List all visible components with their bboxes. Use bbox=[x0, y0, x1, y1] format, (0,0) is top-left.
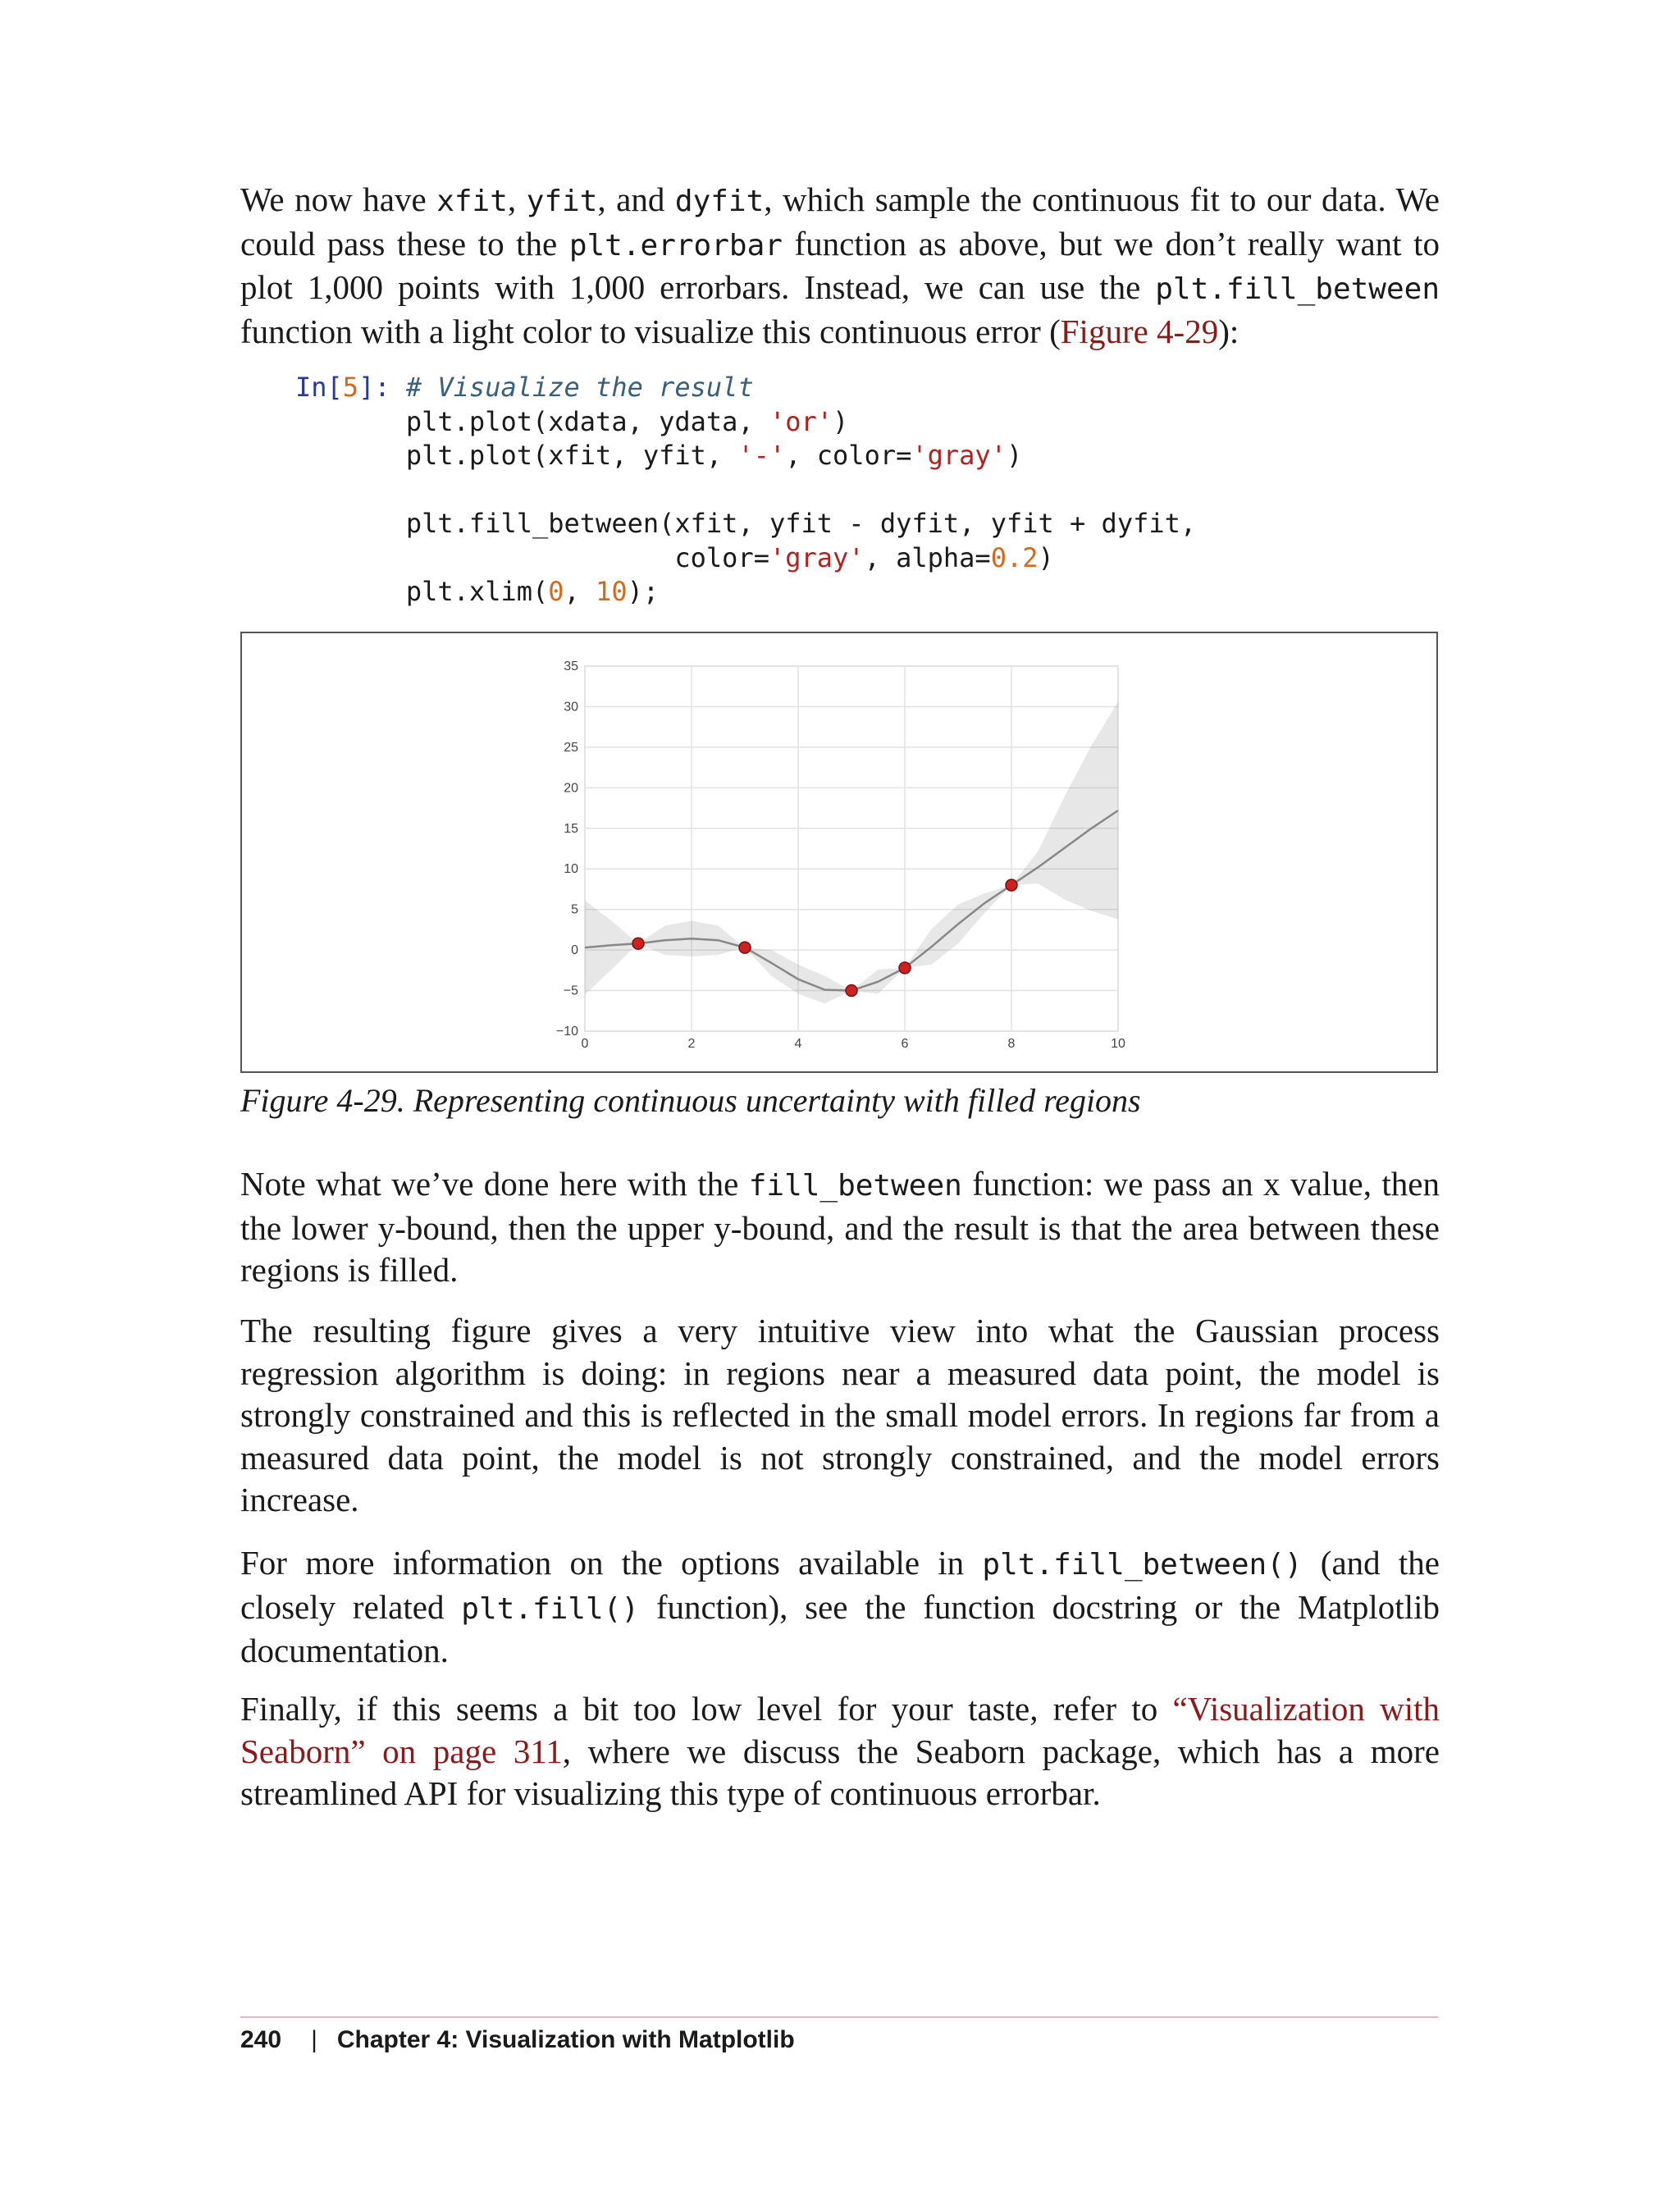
code-string: 'or' bbox=[769, 405, 833, 437]
text: , where we discuss the Seaborn package, which has a more streamlined API for visualizing this type of continuous errorbar. bbox=[240, 1732, 1440, 1812]
text: , and bbox=[597, 180, 675, 218]
code-string: '-' bbox=[737, 440, 786, 471]
text: ): bbox=[1218, 312, 1239, 350]
x-axis-ticks bbox=[582, 1037, 1125, 1051]
figure-caption: Figure 4-29. Representing continuous uncertainty with filled regions bbox=[240, 1082, 1141, 1119]
code-text: plt.fill_between(xfit, yfit - dyfit, yfit + dyfit, bbox=[405, 508, 1197, 539]
paragraph-intro bbox=[240, 179, 1440, 353]
data-point bbox=[846, 985, 857, 997]
page-footer bbox=[240, 2026, 795, 2054]
figure-frame bbox=[240, 632, 1438, 1073]
text: , which sample the continuous fit to our data. We could pass these to the bbox=[240, 180, 1440, 262]
code-comment: # Visualize the result bbox=[405, 372, 754, 403]
code-text: ) bbox=[1006, 440, 1023, 471]
code-text: , alpha= bbox=[864, 541, 991, 573]
y-tick-label: 0 bbox=[571, 943, 578, 958]
text: function: we pass an x value, then the lower y-bound, then the upper y-bound, and the result is that the area between these regions is filled. bbox=[240, 1165, 1440, 1289]
paragraph-finally bbox=[240, 1688, 1440, 1815]
paragraph-more-info bbox=[240, 1542, 1440, 1673]
inline-code: xfit bbox=[436, 185, 508, 218]
text: For more information on the options available in bbox=[240, 1544, 983, 1582]
seaborn-section-link[interactable]: “Visualization with Seaborn” on page 311 bbox=[240, 1690, 1440, 1770]
code-number: 0 bbox=[548, 576, 564, 607]
x-tick-label: 0 bbox=[581, 1037, 589, 1051]
x-tick-label: 6 bbox=[901, 1037, 909, 1051]
code-prompt: ]: bbox=[358, 372, 406, 403]
code-text: color= bbox=[674, 541, 769, 573]
y-tick-label: 20 bbox=[564, 781, 578, 796]
code-text: ) bbox=[1038, 541, 1054, 573]
page-number: 240 bbox=[240, 2026, 282, 2053]
code-text: ); bbox=[627, 576, 660, 607]
code-text: plt.plot(xdata, ydata, bbox=[405, 405, 769, 437]
text: Finally, if this seems a bit too low level for your taste, refer to bbox=[240, 1690, 1173, 1728]
footer-rule bbox=[240, 2016, 1438, 2018]
chapter-title: Chapter 4: Visualization with Matplotlib bbox=[336, 2026, 795, 2053]
code-text: , color= bbox=[785, 440, 912, 471]
code-number: 10 bbox=[596, 576, 628, 607]
chart-grid bbox=[585, 666, 1118, 1031]
text: function as above, but we don’t really want to plot 1,000 points with 1,000 errorbars. Instead, we can use the bbox=[240, 224, 1440, 306]
figure-link[interactable]: Figure 4-29 bbox=[1060, 312, 1219, 350]
text: The resulting figure gives a very intuitive view into what the Gaussian process regression algorithm is doing: in regions near a measured data point, the model is strongly constrained and this is reflected in the small model errors. In regions far from a measured data point, the model is not strongly constrained, and the model errors increase. bbox=[240, 1312, 1440, 1518]
inline-code: yfit bbox=[526, 185, 598, 218]
x-tick-label: 2 bbox=[687, 1037, 696, 1051]
code-prompt-number: 5 bbox=[342, 372, 359, 403]
text: (and the closely related bbox=[240, 1544, 1440, 1626]
data-point bbox=[632, 938, 644, 949]
text: Note what we’ve done here with the bbox=[240, 1165, 749, 1203]
paragraph-result bbox=[240, 1310, 1440, 1522]
x-tick-label: 10 bbox=[1111, 1037, 1125, 1051]
y-tick-label: 30 bbox=[564, 700, 578, 714]
data-point bbox=[1006, 879, 1017, 891]
code-prompt: In[ bbox=[295, 372, 343, 403]
x-tick-label: 8 bbox=[1007, 1037, 1016, 1051]
data-point bbox=[739, 942, 751, 953]
y-tick-label: 10 bbox=[564, 862, 578, 877]
code-block bbox=[295, 371, 1196, 609]
plot-area bbox=[585, 666, 1118, 1031]
y-tick-label: 15 bbox=[564, 821, 578, 836]
data-point bbox=[899, 962, 911, 974]
code-text: plt.xlim( bbox=[405, 576, 549, 607]
code-number: 0.2 bbox=[990, 541, 1039, 573]
y-axis-ticks bbox=[556, 660, 578, 1039]
text: function with a light color to visualize this continuous error ( bbox=[240, 312, 1061, 350]
text: We now have bbox=[240, 180, 437, 218]
x-tick-label: 4 bbox=[794, 1037, 802, 1051]
footer-separator: | bbox=[311, 2026, 317, 2053]
y-tick-label: 25 bbox=[564, 740, 578, 755]
text: function), see the function docstring or the Matplotlib documentation. bbox=[240, 1587, 1440, 1669]
code-text: plt.plot(xfit, yfit, bbox=[405, 440, 738, 471]
code-string: 'gray' bbox=[911, 440, 1007, 471]
y-tick-label: 35 bbox=[564, 660, 578, 673]
inline-code: dyfit bbox=[674, 185, 765, 218]
y-tick-label: −10 bbox=[555, 1025, 578, 1039]
paragraph-note bbox=[240, 1163, 1440, 1292]
code-text: ) bbox=[833, 405, 849, 437]
inline-code: fill_between bbox=[748, 1169, 962, 1203]
y-tick-label: 5 bbox=[571, 902, 578, 917]
chart bbox=[242, 633, 1436, 1071]
code-string: 'gray' bbox=[769, 541, 865, 573]
inline-code: plt.errorbar bbox=[568, 228, 783, 262]
text: , bbox=[507, 180, 527, 218]
inline-code: plt.fill_between bbox=[1155, 272, 1440, 306]
y-tick-label: −5 bbox=[563, 984, 578, 998]
inline-code: plt.fill_between() bbox=[982, 1548, 1303, 1582]
code-text: , bbox=[564, 576, 596, 607]
inline-code: plt.fill() bbox=[461, 1591, 640, 1626]
